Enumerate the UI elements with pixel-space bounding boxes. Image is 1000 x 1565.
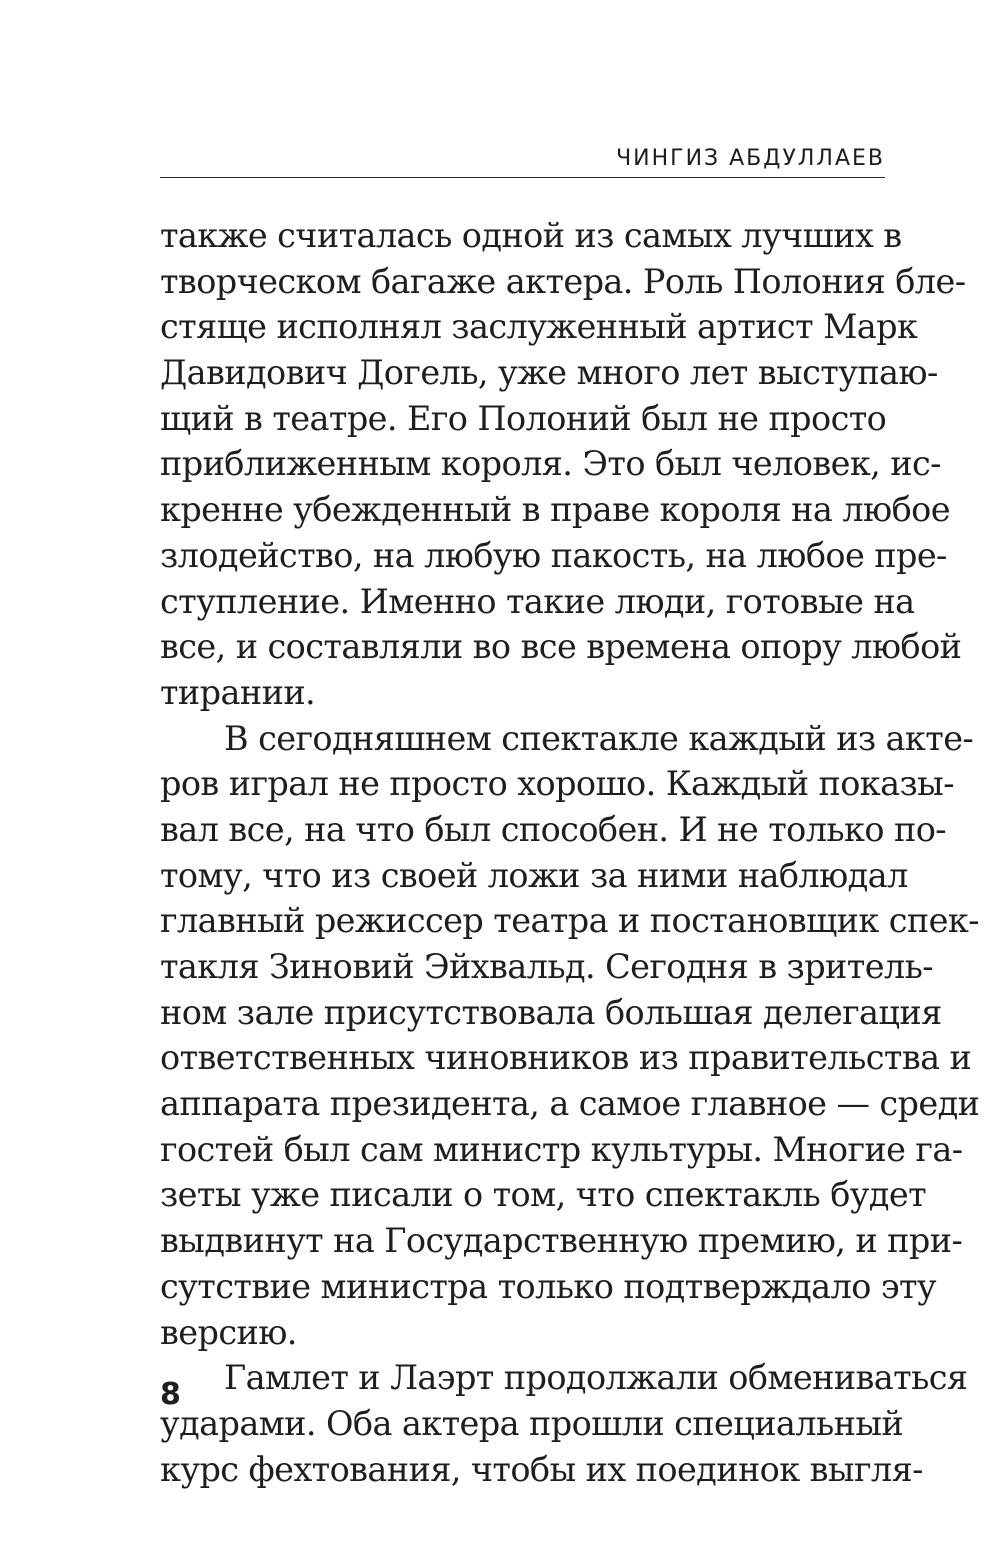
text-line: сутствие министра только подтверждало эту [160, 1266, 937, 1306]
text-line: тому, что из своей ложи за ними наблюдал [160, 855, 908, 895]
running-head-author: ЧИНГИЗ АБДУЛЛАЕВ [616, 146, 885, 171]
text-line: приближенным короля. Это был человек, ис- [160, 444, 941, 484]
text-line: ответственных чиновников из правительства и [160, 1038, 972, 1078]
body-text [160, 213, 980, 1492]
text-line: ров играл не просто хорошо. Каждый показы- [160, 764, 954, 804]
header-rule [160, 177, 885, 178]
text-line: также считалась одной из самых лучших в [160, 216, 902, 255]
text-line: версию. [160, 1312, 297, 1352]
text-line: курс фехтования, чтобы их поединок выгля- [160, 1449, 923, 1489]
text-line: вал все, на что был способен. И не только по- [160, 809, 946, 849]
text-line: кренне убежденный в праве короля на любое [160, 490, 950, 530]
text-line: ном зале присутствовала большая делегация [160, 992, 942, 1032]
text-line: все, и составляли во все времена опору любой [160, 627, 962, 667]
text-line: щий в театре. Его Полоний был не просто [160, 398, 887, 438]
text-line: зеты уже писали о том, что спектакль будет [160, 1175, 927, 1215]
text-line: главный режиссер театра и постановщик спек- [160, 901, 979, 941]
text-line: такля Зиновий Эйхвальд. Сегодня в зритель- [160, 947, 933, 986]
text-line: злодейство, на любую пакость, на любое пре- [160, 535, 947, 575]
text-line: аппарата президента, а самое главное — среди [160, 1084, 980, 1124]
text-line: творческом багаже актера. Роль Полония бле- [160, 261, 966, 301]
text-line: гостей был сам министр культуры. Многие га- [160, 1129, 963, 1169]
text-line: Давидович Догель, уже много лет выступаю- [160, 353, 938, 393]
text-line: выдвинут на Государственную премию, и при- [160, 1221, 963, 1261]
text-line: В сегодняшнем спектакле каждый из акте- [224, 718, 974, 758]
text-line: тирании. [160, 672, 316, 712]
text-line: ударами. Оба актера прошли специальный [160, 1403, 904, 1443]
text-line: ступление. Именно такие люди, готовые на [160, 581, 915, 621]
text-line: Гамлет и Лаэрт продолжали обмениваться [224, 1358, 968, 1398]
text-line: стяще исполнял заслуженный артист Марк [160, 307, 918, 347]
page-number: 8 [160, 1377, 181, 1412]
